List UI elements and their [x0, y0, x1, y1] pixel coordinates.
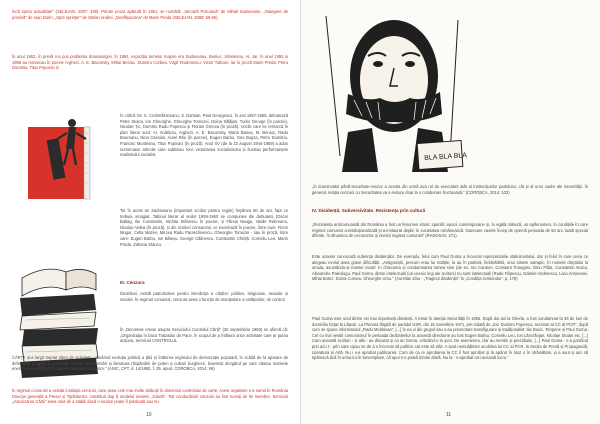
- page-gutter: [300, 0, 301, 424]
- paragraph-resistance: „Rezistența anticomunistă din România a fost un fenomen istoric specific epocii contemporane și, în egală măsură, un epifenomen, în condițiile în care regimul comunist a-instituționalizată și-a-instaurat deplin în societatea românească. Oarecare casele încep de opercă perioada de 50 ani, luată special diferite, în dinamica de ceconomic și nivelul regimul comunist" (RADOSAV, 271).: [312, 222, 588, 239]
- quote-paragraph: „În tiruminvatul până-securitate-cenzur a acesta din urmă ava rol de executant atât al instrucțiunilor partidului, cât și al unor cadre ale Securității. În general, relația cenzurii cu Securitatea va s-reduce doar la o colaborare fructuoasă." (COROBCA, 2014: 102): [312, 184, 588, 195]
- page-number-left: 10: [146, 412, 152, 418]
- censor-face-illustration: [318, 6, 468, 172]
- paragraph-regime: În regimul comunist a existat instituția cenzurii, care avea cele mai multe atribuții în domeniul controlului de carte. Acest organism s-a numit în România Direcția generală a Presei și Tipăriturilor, constituit dup ă modelul sovietic „Glavlit". Toți conducătorii cenzurii au fost numiți de lm membre. Serviciul „Autorizarea Cărții" avea rolul de a stabili dacă o lucrare poate fi publicată sau nu.: [12, 388, 288, 405]
- red-book-illustration: [14, 113, 104, 205]
- page-number-right: 11: [446, 412, 452, 418]
- paragraph-unanimous: Este unanim cunoscută suferința disidenților. De exemplu, felul cum Paul Goma a încercat reprezentarile stalinimistului, dar și felul în care ceea ce alegeau evolul avea grave dificultăți. „Antigoniștii, precum erau lui Soltiție, la au în patriotii, fieldinhibitii, unui sistem satrapic, în numele dreptului la umula, asumându-și mantei curarl. In chiscarea și condamnarea lumea sine (de ex. Ion Caraion, Constant Tonegaru, Dinu Pillat, Constantin Noica, Alexandru Paleologu, Paul Goma, dintre intelectuali (un ucenic legi ale scrituni) nu sunt intelectuali (Radu Filipescu, Gabriel Andreescu, Liviu Antonesei, Mihai Botez, Doina Cornea, Gheorghe Ursu." (Aurelian Zisu - „Tragicul disidenței" în „Condiția scriitorului", p. 178): [312, 254, 588, 282]
- paragraph-critics: în critică Ov. S. Crohmălniceanu, S. Damian, Paul Georgescu. În anii 1957-1958, debutează Petre Stoica, Ion Gheorghe, Gheorghe Tomozei, Doina Sălăjan, Tudor George (în poezie), Nicolae Țic, Dumitru Radu Popescu și Florian Grecea (în proză). Vocile care se remarcă în plan literar sunt: Al. Andrițoiu, Arghezi, A. E. Baconsky, Maria Banuș, M. Beniuc, Radu Boureanu, Nina Cassian, Aurel Rău (în poezie), Eugen Barbu, Geo Bogza, Petru Dumitriu, Francisc Munteanu, Titus Popovici (în proză). Anul XV (de la 23 august 1944-1959) a adus numeroase articole care subliniau roce victorianea socialismului și ilustrau performanțele realismului socialist.: [120, 113, 288, 158]
- section-heading-dissidence: IV. Disidență. Subversivitate. Rezistența prin cultură: [312, 208, 426, 213]
- intro-paragraph: încă sprea actualitate" (SELEJAN, 2007: 430). Printre proza apărută în 1951, se numără: „Nicoară Potcoavă" de Mihail Sadoveanu, „Oaiegere de pomină" de Ioan Dorin, „Spre sprințer" de Ștefan Andrei, „Desfășurarea" de Marin Preda (SELEJAN, 2008: 55-56).: [12, 9, 288, 20]
- paragraph-sadoveanu: Tot în acest an Sadoveanu (important scriitor pentru regim) împlinea 80 de ani, fapt ce trebuia omagiat. Tabloul literar al anilor 1959-1960 se compunea din debutanți (Oscar Baltag, Ilie Constantin, Nichita Stănescu în poezie, și Fănuș Neagu, Vasile Rebreanu, Nicolae Velea (în proză), și din scriitori consacrați, ce excelează în poezie, între care: Florin Mugur, Cella Mazen, Mircea Radu Paraschivescu, Gheorghe Tomozei - sau în proză, între care: Eugen Barbu, Ion Băieșu, George Călinescu, Constantin Chiriță, Corneliu Leu, Marin Preda, Zaharia Stancu.: [120, 208, 288, 247]
- right-page: [300, 0, 600, 424]
- paragraph-goma: Paul Goma este unul dintre cei mai importanți disidenți. A intrat în atenția Securității în 1956. După doi ani la Gherla, a fost condamnat la 36 de luni de domiciliu forțat la Lățești. La Plenara lărgită de partidul USR, din 15 noiembrie 1971, pre-zidată de „tov. Dumitru Popescu, secretar al CC al PCR", după cum se spune informatorul „Radu Moldovan", [...] în ea vi din grupul sau s-au prezentare transfigurare și tradiționalist: Ilie Bucic, Tenpene și Paul Goma. Cel cu mai vestiti comunismul în perioada dezbaterilor la această directiune au fost Eugen Barbu, Corneliu Leu, Ion Lăncrănjan, Nicolae Stoian etc. [...] Cam această scriitori - și altii - au discutat și ca au Goma, criticând-o la șuni. De asemenea, clar au mentin și prezidiului. [...] Paul Goma - s-a justificat prin acu t - prin care cipau se de a s încercat să publice cat este să trăit. A avut nemulțămire acultirea lui CC al PCR, la Secția de Presă și Propagandă, Literatura și Artă. Nu i s-a aprobat publicarea. Cum de ca re aprobarea la CC îi fost aprobat și la apărut în tiraz o în străinătate, și a avut și aici să tipărescă ăcă în urma lui în Sevemplare, că apoi s-o poată trimite afară. Nu la - s-aprobat nici această lucru.": [312, 316, 588, 361]
- paragraph-1953: În anul 1952, în presă s-a pus problema dramaturgiei. În 1954, expoziția temelor majore era Sadoveanu, Beniuc, Jebeleanu, Al. Jar. În anul 1955 și 1956 au remarcau în poezie Arghezi, A. E. Baconsky, Mihai Beniuc, Dumitru Corbea, Virgil Teodorescu, Victor Tulbure, iar în proză Marin Preda, Petru Dumitriu, Titus Popovici și: [12, 54, 288, 71]
- section-heading-censure: III. Cenzura: [120, 280, 145, 285]
- paragraph-decree: În „Decretele emise asupra Serviciului Controlul Cărții" (20 septembrie 1950) se afirmă că: „Organizația în baza Tratatului de Pace, în scopul de a înlătura orice activitate care ar putea acționa, Serviciul CONTROLUL: [120, 327, 288, 344]
- censor-sign-text: BLA BLA BLA: [423, 152, 468, 163]
- paragraph-censure: Deoblicei, există patrumotive pentru interdicția a cărților: politice, religioase, sexuale și sociale. În regimul comunist, cenzura avea o funcție de manipulare a cetățenilor, de control.: [120, 291, 288, 302]
- paragraph-carti: CĂRȚII și-a largit treptat sfera de activitate, urmărind evoluția politică a țării și întărirea regimului de democrație populară, în scădă de la aparare de defensare progres și a fascist, mărind reprezentări și literatura răspândirii de puteri a culturii burgheze, boierești dezgând pe care căutau motivele enentreso a-i înfățură în drumul său spre socialism." (ANIC, CPT, d. 14/1950, f. 25, apud. COROBCA, 2014: 59): [12, 355, 288, 372]
